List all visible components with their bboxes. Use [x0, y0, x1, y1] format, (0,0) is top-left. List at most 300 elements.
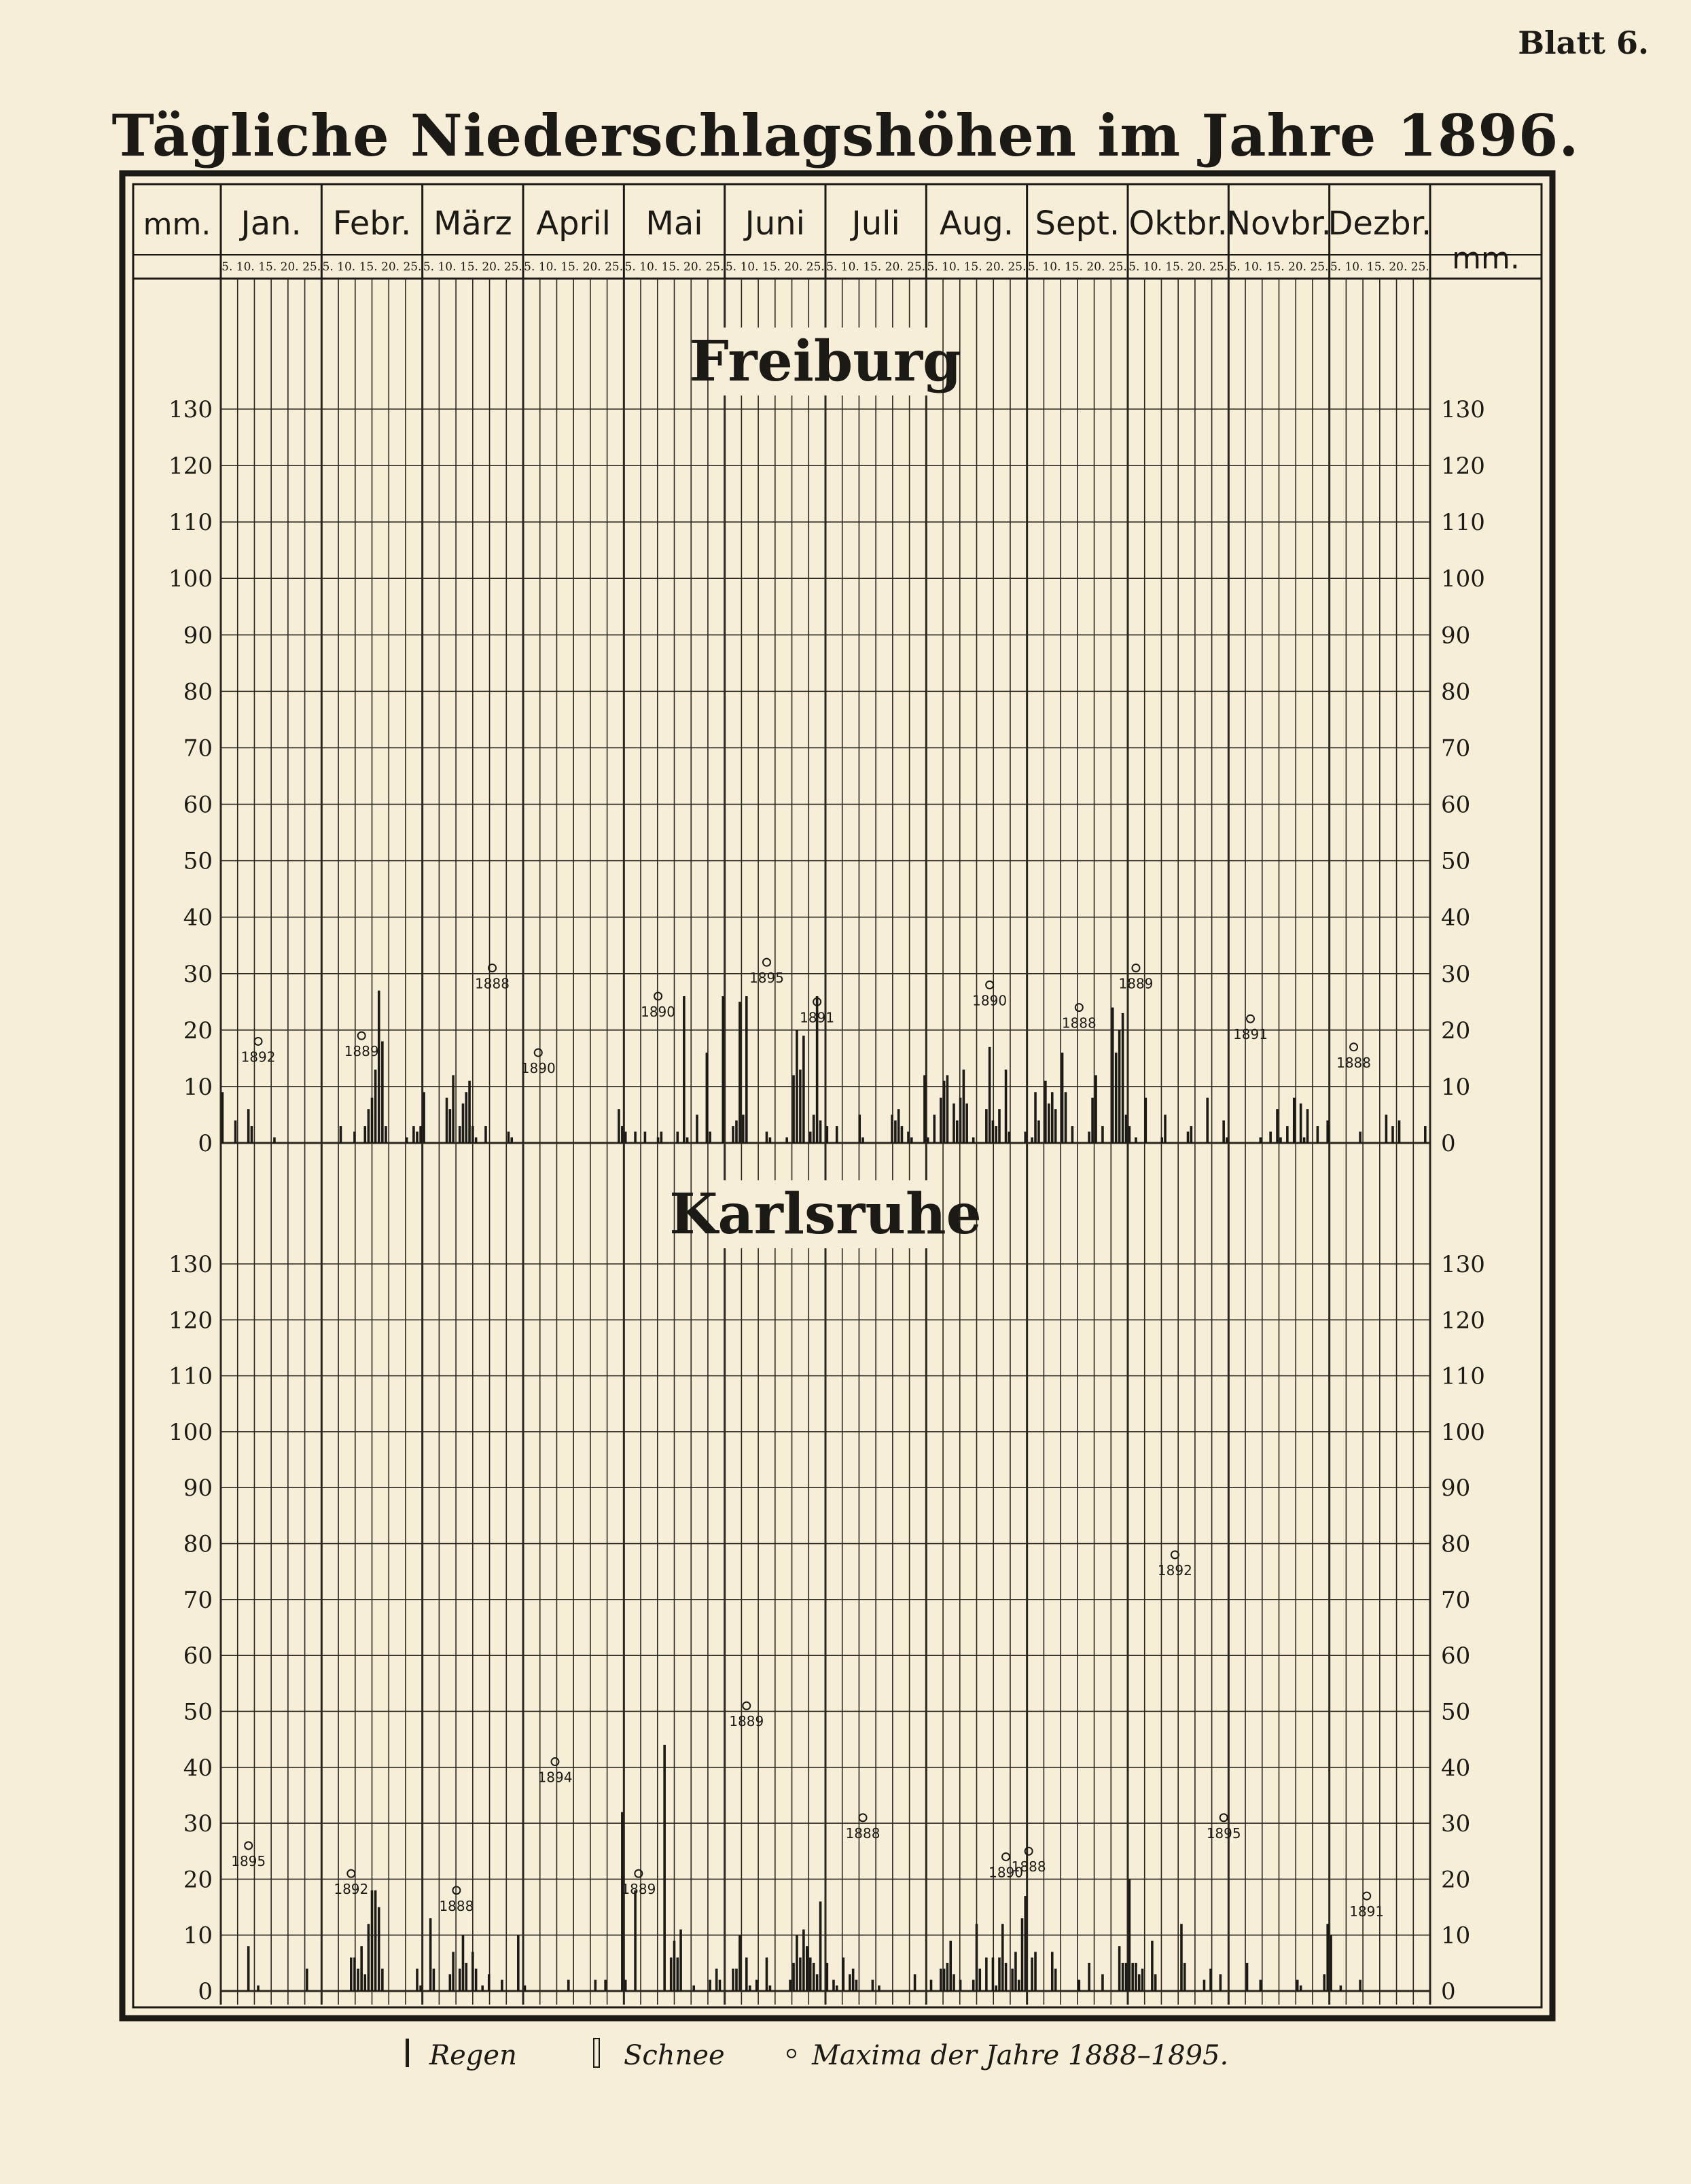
rain-bar [769, 1138, 772, 1143]
maxima-marker [1171, 1551, 1179, 1559]
y-tick-label-right: 0 [1441, 1978, 1456, 2005]
y-tick-label-left: 50 [183, 847, 213, 875]
day-tick-label: 5. 10. 15. 20. 25. [624, 260, 724, 274]
maxima-year-label: 1890 [972, 992, 1008, 1009]
rain-bar [1008, 1131, 1011, 1143]
day-tick-label: 5. 10. 15. 20. 25. [423, 260, 522, 274]
rain-bar [1005, 1963, 1008, 1991]
rain-bar [381, 1969, 384, 1991]
rain-bar [1141, 1969, 1144, 1991]
month-label: März [433, 205, 512, 243]
rain-bar [676, 1131, 679, 1143]
rain-bar [949, 1941, 952, 1991]
month-label: Juli [851, 205, 900, 243]
rain-bar [891, 1114, 893, 1143]
maxima-year-label: 1889 [729, 1713, 764, 1730]
day-tick-label: 5. 10. 15. 20. 25. [927, 260, 1027, 274]
rain-bar [459, 1969, 461, 1991]
rain-bar [1300, 1104, 1302, 1143]
rain-bar [624, 1131, 627, 1143]
rain-bar [995, 1986, 997, 1991]
rain-bar [836, 1126, 838, 1143]
rain-bar [663, 1745, 666, 1991]
rain-bar [809, 1958, 812, 1991]
day-tick-label: 5. 10. 15. 20. 25. [221, 260, 321, 274]
rain-bar [1398, 1121, 1401, 1143]
rain-bar [1260, 1138, 1262, 1143]
rain-bar [471, 1126, 474, 1143]
rain-bar [696, 1114, 698, 1143]
rain-bar [363, 1974, 366, 1991]
rain-bar [471, 1952, 474, 1991]
maxima-marker [743, 1702, 750, 1710]
y-tick-label-right: 10 [1441, 1922, 1471, 1950]
rain-bar [1306, 1109, 1309, 1143]
rain-bar [742, 1114, 745, 1143]
rain-bar [992, 1121, 995, 1143]
rain-bar [1001, 1924, 1004, 1991]
rain-bar [956, 1121, 959, 1143]
rain-bar [1138, 1974, 1141, 1991]
rain-bar [412, 1126, 415, 1143]
rain-bar [963, 1070, 965, 1143]
rain-bar [462, 1104, 465, 1143]
y-tick-label-right: 90 [1441, 622, 1471, 650]
rain-bar [1151, 1941, 1154, 1991]
rain-bar [719, 1980, 722, 1991]
y-tick-label-left: 20 [183, 1866, 213, 1894]
rain-bar [350, 1958, 353, 1991]
rain-bar [992, 1958, 995, 1991]
rain-bar [1111, 1008, 1114, 1143]
y-tick-label-left: 80 [183, 678, 213, 706]
y-tick-label-left: 90 [183, 1475, 213, 1502]
y-tick-label-left: 100 [168, 565, 213, 593]
rain-bar [1018, 1980, 1020, 1991]
maxima-year-label: 1888 [439, 1897, 474, 1914]
rain-bar [1145, 1098, 1147, 1143]
maxima-year-label: 1892 [1157, 1562, 1192, 1579]
rain-bar [692, 1986, 695, 1991]
y-tick-label-left: 90 [183, 622, 213, 650]
rain-bar [842, 1958, 845, 1991]
maxima-marker [255, 1038, 262, 1045]
rain-bar [340, 1126, 342, 1143]
rain-bar [852, 1969, 855, 1991]
rain-bar [878, 1986, 880, 1991]
rain-bar [738, 1002, 741, 1143]
rain-bar [686, 1138, 689, 1143]
rain-bar [1128, 1126, 1131, 1143]
maxima-year-label: 1888 [1011, 1859, 1046, 1875]
rain-bar [953, 1104, 955, 1143]
rain-bar [816, 1974, 819, 1991]
rain-bar [1065, 1092, 1067, 1143]
rain-bar [1054, 1969, 1057, 1991]
rain-bar [1115, 1053, 1118, 1143]
rain-bar [959, 1098, 962, 1143]
rain-bar [221, 1092, 224, 1143]
rain-bar [657, 1138, 660, 1143]
maxima-marker [763, 959, 770, 966]
rain-bar [368, 1109, 370, 1143]
rain-bar [1031, 1958, 1033, 1991]
y-tick-label-left: 40 [183, 1754, 213, 1782]
rain-bar [813, 1114, 815, 1143]
rain-bar [978, 1969, 981, 1991]
rain-bar [1034, 1092, 1037, 1143]
rain-bar [933, 1114, 936, 1143]
rain-bar [368, 1924, 370, 1991]
rain-bar [475, 1138, 478, 1143]
rain-bar [953, 1974, 955, 1991]
rain-bar [484, 1126, 487, 1143]
rain-bar [1135, 1963, 1137, 1991]
y-tick-label-left: 30 [183, 1810, 213, 1838]
rain-bar [624, 1980, 627, 1991]
rain-bar [1118, 1030, 1121, 1143]
day-tick-label: 5. 10. 15. 20. 25. [322, 260, 422, 274]
day-tick-label: 5. 10. 15. 20. 25. [1229, 260, 1329, 274]
maxima-year-label: 1894 [537, 1769, 573, 1786]
sheet-label: Blatt 6. [1518, 24, 1649, 61]
rain-bar [1051, 1092, 1054, 1143]
rain-bar [419, 1986, 422, 1991]
y-tick-label-right: 60 [1441, 1642, 1471, 1670]
rain-bar [357, 1969, 359, 1991]
rain-bar [894, 1121, 897, 1143]
rain-bar [306, 1969, 308, 1991]
y-tick-label-right: 40 [1441, 1754, 1471, 1782]
maxima-year-label: 1891 [1233, 1026, 1268, 1043]
rain-bar [792, 1963, 795, 1991]
station-title: Karlsruhe [669, 1182, 982, 1247]
maxima-marker [535, 1049, 542, 1057]
rain-bar [1323, 1974, 1325, 1991]
month-label: Mai [645, 205, 703, 243]
rain-bar [462, 1935, 465, 1991]
rain-bar [481, 1986, 484, 1991]
rain-bar [501, 1980, 503, 1991]
rain-bar [1037, 1121, 1040, 1143]
y-tick-label-right: 50 [1441, 1698, 1471, 1726]
y-tick-label-right: 80 [1441, 1530, 1471, 1558]
y-tick-label-right: 10 [1441, 1073, 1471, 1101]
rain-bar [1279, 1138, 1282, 1143]
y-tick-label-left: 60 [183, 1642, 213, 1670]
rain-bar [374, 1890, 377, 1991]
y-tick-label-right: 110 [1441, 1362, 1485, 1390]
rain-bar [732, 1126, 734, 1143]
rain-bar [416, 1131, 419, 1143]
y-tick-label-left: 30 [183, 960, 213, 988]
rain-bar [234, 1121, 237, 1143]
maxima-year-label: 1890 [520, 1060, 556, 1077]
y-tick-label-right: 130 [1441, 1251, 1485, 1278]
rain-bar [416, 1969, 419, 1991]
rain-bar [1101, 1126, 1104, 1143]
y-tick-label-left: 130 [168, 1251, 213, 1278]
rain-bar [1122, 1013, 1124, 1143]
y-tick-label-right: 100 [1441, 565, 1485, 593]
maxima-marker [1075, 1004, 1083, 1011]
rain-bar [1051, 1952, 1054, 1991]
legend-snow-swatch [594, 2039, 599, 2067]
rain-bar [940, 1969, 942, 1991]
rain-bar [1209, 1969, 1212, 1991]
maxima-marker [1132, 964, 1139, 972]
y-tick-label-right: 20 [1441, 1866, 1471, 1894]
maxima-year-label: 1895 [231, 1853, 266, 1869]
rain-bar [819, 1121, 822, 1143]
rain-bar [802, 1929, 805, 1991]
rain-bar [524, 1986, 527, 1991]
rain-bar [861, 1138, 864, 1143]
month-label: Novbr. [1226, 205, 1332, 243]
y-tick-label-right: 130 [1441, 396, 1485, 423]
rain-bar [732, 1969, 734, 1991]
rain-bar [1385, 1114, 1388, 1143]
rain-bar [567, 1980, 570, 1991]
rain-bar [517, 1935, 520, 1991]
maxima-year-label: 1890 [641, 1004, 676, 1020]
maxima-year-label: 1895 [1206, 1825, 1241, 1842]
rain-bar [475, 1969, 478, 1991]
rain-bar [371, 1890, 374, 1991]
rain-bar [1154, 1974, 1157, 1991]
rain-bar [273, 1138, 276, 1143]
rain-bar [709, 1980, 711, 1991]
y-tick-label-left: 80 [183, 1530, 213, 1558]
rain-bar [1269, 1131, 1272, 1143]
rain-bar [1359, 1980, 1361, 1991]
maxima-year-label: 1892 [241, 1049, 276, 1065]
station-title: Freiburg [689, 329, 962, 394]
rain-bar [766, 1131, 768, 1143]
rain-bar [1303, 1138, 1306, 1143]
y-tick-label-right: 50 [1441, 847, 1471, 875]
rain-bar [247, 1109, 250, 1143]
rain-bar [510, 1138, 513, 1143]
y-tick-label-right: 110 [1441, 509, 1485, 537]
rain-bar [459, 1126, 461, 1143]
rain-bar [1088, 1131, 1090, 1143]
maxima-marker [986, 981, 993, 989]
rain-bar [819, 1901, 822, 1991]
rain-bar [673, 1941, 676, 1991]
rain-bar [1424, 1126, 1427, 1143]
rain-bar [1011, 1969, 1014, 1991]
rain-bar [1276, 1109, 1279, 1143]
day-tick-label: 5. 10. 15. 20. 25. [725, 260, 825, 274]
rain-bar [901, 1126, 904, 1143]
rain-bar [897, 1109, 900, 1143]
rain-bar [749, 1986, 751, 1991]
day-tick-label: 5. 10. 15. 20. 25. [524, 260, 624, 274]
maxima-marker [358, 1032, 366, 1040]
legend-snow-label: Schnee [624, 2040, 725, 2071]
month-label: Dezbr. [1328, 205, 1432, 243]
rain-bar [452, 1075, 455, 1143]
maxima-year-label: 1895 [749, 970, 784, 987]
rain-bar [785, 1138, 788, 1143]
rain-bar [943, 1081, 946, 1143]
rain-bar [1160, 1138, 1163, 1143]
rain-bar [813, 1963, 815, 1991]
rain-bar [452, 1952, 455, 1991]
rain-bar [1340, 1986, 1342, 1991]
rain-bar [706, 1053, 709, 1143]
rain-bar [1180, 1924, 1183, 1991]
rain-bar [1300, 1986, 1302, 1991]
rain-bar [1135, 1138, 1137, 1143]
rain-bar [972, 1138, 975, 1143]
day-tick-label: 5. 10. 15. 20. 25. [1128, 260, 1228, 274]
rain-bar [465, 1963, 467, 1991]
y-tick-label-left: 130 [168, 396, 213, 423]
rain-bar [381, 1041, 384, 1143]
rain-bar [965, 1104, 968, 1143]
rain-bar [1203, 1980, 1206, 1991]
rain-bar [806, 1946, 808, 1991]
maxima-year-label: 1889 [621, 1881, 656, 1898]
rain-bar [745, 996, 748, 1143]
y-tick-label-left: 10 [183, 1922, 213, 1950]
rain-bar [972, 1980, 975, 1991]
rain-bar [855, 1980, 858, 1991]
rain-bar [998, 1958, 1001, 1991]
rain-bar [1326, 1924, 1329, 1991]
y-tick-label-left: 10 [183, 1073, 213, 1101]
rain-bar [1118, 1946, 1121, 1991]
y-tick-label-right: 60 [1441, 791, 1471, 819]
month-label: Juni [745, 205, 806, 243]
y-tick-label-right: 30 [1441, 960, 1471, 988]
y-tick-label-left: 110 [168, 1362, 213, 1390]
rain-bar [621, 1126, 624, 1143]
rain-bar [858, 1114, 861, 1143]
rain-bar [676, 1958, 679, 1991]
rain-bar [449, 1109, 452, 1143]
month-label: Febr. [332, 205, 412, 243]
rain-bar [1005, 1070, 1008, 1143]
rain-bar [995, 1126, 997, 1143]
rain-bar [247, 1946, 250, 1991]
month-label: Sept. [1035, 205, 1120, 243]
day-tick-label: 5. 10. 15. 20. 25. [1330, 260, 1429, 274]
rain-bar [1054, 1109, 1057, 1143]
y-tick-label-right: 40 [1441, 904, 1471, 932]
rain-bar [910, 1138, 913, 1143]
rain-bar [985, 1109, 988, 1143]
y-tick-label-left: 40 [183, 904, 213, 932]
rain-bar [594, 1980, 597, 1991]
y-tick-label-right: 0 [1441, 1130, 1456, 1157]
rain-bar [423, 1092, 425, 1143]
rain-bar [1206, 1098, 1209, 1143]
rain-bar [1183, 1963, 1186, 1991]
maxima-year-label: 1890 [989, 1864, 1024, 1881]
rain-bar [1286, 1126, 1289, 1143]
rain-bar [836, 1986, 838, 1991]
y-tick-label-right: 70 [1441, 735, 1471, 762]
rain-bar [1094, 1075, 1097, 1143]
maxima-year-label: 1888 [1061, 1015, 1097, 1032]
rain-bar [1317, 1126, 1319, 1143]
rain-bar [1122, 1963, 1124, 1991]
rain-bar [1024, 1896, 1027, 1991]
rain-bar [796, 1935, 798, 1991]
maxima-marker [551, 1758, 558, 1765]
rain-bar [1071, 1126, 1074, 1143]
y-tick-label-left: 0 [198, 1130, 213, 1157]
rain-bar [378, 1907, 380, 1991]
rain-bar [809, 1131, 812, 1143]
rain-bar [1293, 1098, 1296, 1143]
y-tick-label-right: 120 [1441, 453, 1485, 480]
y-tick-label-left: 100 [168, 1418, 213, 1446]
rain-bar [1190, 1126, 1193, 1143]
rain-bar [406, 1138, 408, 1143]
rain-bar [1296, 1980, 1299, 1991]
rain-bar [914, 1974, 916, 1991]
maxima-year-label: 1891 [800, 1009, 835, 1026]
rain-bar [433, 1969, 435, 1991]
rain-bar [826, 1126, 829, 1143]
rain-bar [796, 1030, 798, 1143]
rain-bar [998, 1109, 1001, 1143]
rain-bar [1128, 1879, 1131, 1991]
rain-bar [446, 1098, 448, 1143]
y-tick-label-left: 0 [198, 1978, 213, 2005]
y-tick-label-right: 20 [1441, 1017, 1471, 1044]
maxima-year-label: 1892 [334, 1881, 369, 1898]
maxima-year-label: 1888 [845, 1825, 880, 1842]
maxima-marker [1363, 1892, 1370, 1900]
rain-bar [1220, 1974, 1222, 1991]
y-tick-label-left: 70 [183, 735, 213, 762]
rain-bar [251, 1126, 253, 1143]
rain-bar [738, 1935, 741, 1991]
rain-bar [1125, 1963, 1128, 1991]
rain-bar [907, 1131, 910, 1143]
rain-bar [1021, 1918, 1024, 1991]
rain-bar [508, 1131, 510, 1143]
y-tick-label-right: 70 [1441, 1586, 1471, 1614]
rain-bar [465, 1092, 467, 1143]
maxima-year-label: 1891 [1349, 1903, 1385, 1920]
y-tick-label-right: 30 [1441, 1810, 1471, 1838]
rain-bar [257, 1986, 260, 1991]
rain-bar [1031, 1138, 1033, 1143]
day-tick-label: 5. 10. 15. 20. 25. [826, 260, 926, 274]
maxima-marker [859, 1814, 867, 1821]
rain-bar [1222, 1121, 1225, 1143]
rain-bar [946, 1075, 949, 1143]
rain-bar [1034, 1952, 1037, 1991]
rain-bar [660, 1131, 663, 1143]
legend-rain-label: Regen [429, 2040, 517, 2071]
page-title: Tägliche Niederschlagshöhen im Jahre 1896. [111, 102, 1580, 169]
maxima-year-label: 1889 [1118, 975, 1154, 992]
rain-bar [735, 1969, 738, 1991]
rain-bar [976, 1924, 978, 1991]
month-label: Jan. [241, 205, 302, 243]
rain-bar [802, 1036, 805, 1143]
day-tick-label: 5. 10. 15. 20. 25. [1027, 260, 1127, 274]
rain-bar [429, 1918, 432, 1991]
rain-bar [715, 1969, 718, 1991]
